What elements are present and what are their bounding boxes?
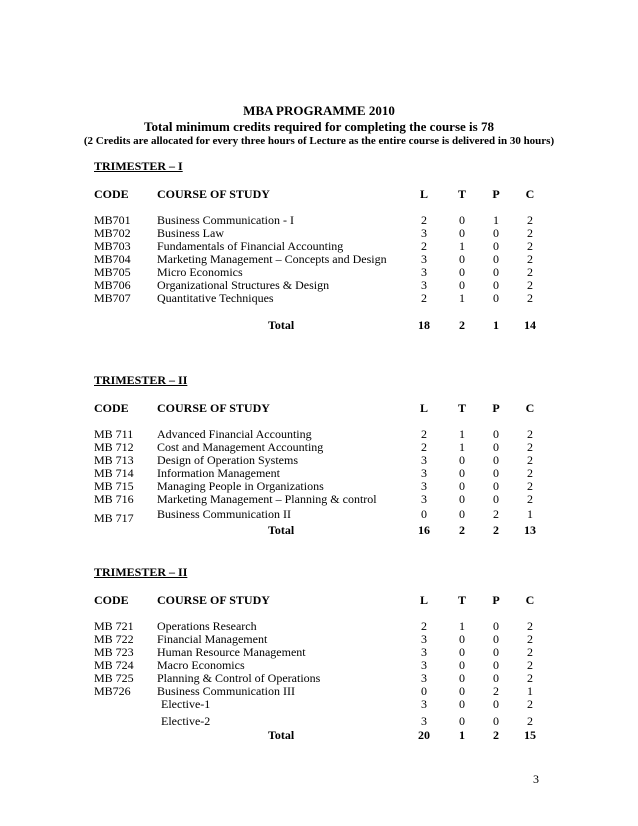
column-header-c: C	[525, 593, 535, 607]
credit-p: 0	[493, 671, 499, 685]
credit-p: 0	[493, 239, 499, 253]
trimester-heading: TRIMESTER – I	[94, 159, 183, 173]
credit-c: 2	[527, 226, 533, 240]
course-code: MB707	[94, 291, 131, 305]
course-name: Quantitative Techniques	[157, 291, 274, 305]
total-t: 2	[459, 523, 465, 537]
credit-t: 0	[459, 658, 465, 672]
course-name: Business Communication II	[157, 507, 291, 521]
credit-note: (2 Credits are allocated for every three hours of Lecture as the entire course is delivered in 30 hours)	[83, 135, 555, 147]
trimester-heading: TRIMESTER – II	[94, 373, 188, 387]
column-header-p: P	[492, 593, 500, 607]
credit-p: 0	[493, 714, 499, 728]
course-code: MB706	[94, 278, 131, 292]
credit-l: 2	[421, 291, 427, 305]
credit-c: 1	[527, 684, 533, 698]
credit-c: 2	[527, 714, 533, 728]
total-t: 2	[459, 318, 465, 332]
credit-t: 0	[459, 278, 465, 292]
course-code: MB726	[94, 684, 131, 698]
credit-p: 2	[493, 507, 499, 521]
course-code: MB 723	[94, 645, 134, 659]
total-label: Total	[268, 523, 295, 537]
total-c: 13	[524, 523, 536, 537]
course-name: Marketing Management – Planning & control	[157, 492, 377, 506]
credit-l: 3	[421, 714, 427, 728]
column-header-l: L	[419, 593, 428, 607]
credit-c: 2	[527, 213, 533, 227]
column-header-l: L	[419, 401, 428, 415]
credit-t: 0	[459, 632, 465, 646]
credit-c: 2	[527, 492, 533, 506]
credit-l: 0	[421, 507, 427, 521]
credit-c: 2	[527, 239, 533, 253]
credit-p: 0	[493, 252, 499, 266]
credit-l: 2	[421, 239, 427, 253]
credit-t: 0	[459, 507, 465, 521]
credit-p: 0	[493, 226, 499, 240]
credit-p: 0	[493, 278, 499, 292]
credit-l: 3	[421, 278, 427, 292]
credit-t: 0	[459, 492, 465, 506]
column-header-course: COURSE OF STUDY	[157, 401, 270, 415]
credit-p: 0	[493, 619, 499, 633]
credit-l: 3	[421, 265, 427, 279]
credit-t: 0	[459, 265, 465, 279]
course-name: Advanced Financial Accounting	[157, 427, 312, 441]
course-name: Cost and Management Accounting	[157, 440, 324, 454]
column-header-t: T	[457, 187, 466, 201]
credit-l: 3	[421, 632, 427, 646]
credit-t: 0	[459, 671, 465, 685]
credit-l: 3	[421, 645, 427, 659]
course-name: Design of Operation Systems	[157, 453, 298, 467]
credit-p: 0	[493, 440, 499, 454]
course-code: MB704	[94, 252, 131, 266]
credit-t: 1	[459, 619, 465, 633]
credit-t: 1	[459, 291, 465, 305]
total-label: Total	[268, 728, 295, 742]
credit-p: 0	[493, 291, 499, 305]
course-name: Fundamentals of Financial Accounting	[157, 239, 344, 253]
credit-t: 0	[459, 213, 465, 227]
credit-p: 0	[493, 492, 499, 506]
course-code: MB 717	[94, 511, 134, 525]
total-p: 1	[493, 318, 499, 332]
credit-c: 2	[527, 645, 533, 659]
credit-c: 2	[527, 278, 533, 292]
page-subtitle: Total minimum credits required for completing the course is 78	[144, 119, 494, 134]
credit-p: 0	[493, 453, 499, 467]
credit-l: 2	[421, 427, 427, 441]
credit-c: 2	[527, 632, 533, 646]
page-number: 3	[533, 772, 539, 786]
credit-t: 0	[459, 252, 465, 266]
column-header-t: T	[457, 593, 466, 607]
credit-l: 3	[421, 252, 427, 266]
credit-t: 0	[459, 453, 465, 467]
course-name: Planning & Control of Operations	[157, 671, 321, 685]
column-header-code: CODE	[94, 187, 129, 201]
credit-p: 2	[493, 684, 499, 698]
credit-c: 2	[527, 697, 533, 711]
credit-t: 0	[459, 714, 465, 728]
credit-c: 2	[527, 427, 533, 441]
course-name: Business Communication - I	[157, 213, 294, 227]
credit-t: 0	[459, 697, 465, 711]
course-name: Information Management	[157, 466, 280, 480]
total-t: 1	[459, 728, 465, 742]
course-name: Financial Management	[157, 632, 268, 646]
credit-c: 2	[527, 619, 533, 633]
total-label: Total	[268, 318, 295, 332]
course-name: Marketing Management – Concepts and Design	[157, 252, 387, 266]
credit-l: 3	[421, 466, 427, 480]
credit-t: 0	[459, 466, 465, 480]
total-c: 14	[524, 318, 536, 332]
course-name: Business Communication III	[157, 684, 295, 698]
credit-p: 0	[493, 658, 499, 672]
column-header-p: P	[492, 187, 500, 201]
total-p: 2	[493, 523, 499, 537]
credit-l: 2	[421, 440, 427, 454]
column-header-course: COURSE OF STUDY	[157, 187, 270, 201]
course-code: MB703	[94, 239, 131, 253]
course-code: MB 725	[94, 671, 134, 685]
course-code: MB 721	[94, 619, 134, 633]
credit-p: 1	[493, 213, 499, 227]
credit-l: 3	[421, 658, 427, 672]
credit-l: 3	[421, 671, 427, 685]
credit-l: 3	[421, 226, 427, 240]
column-header-t: T	[457, 401, 466, 415]
course-code: MB 722	[94, 632, 134, 646]
credit-t: 0	[459, 479, 465, 493]
credit-l: 2	[421, 213, 427, 227]
credit-l: 3	[421, 697, 427, 711]
credit-c: 2	[527, 291, 533, 305]
course-code: MB 712	[94, 440, 134, 454]
credit-p: 0	[493, 697, 499, 711]
credit-p: 0	[493, 645, 499, 659]
course-name: Macro Economics	[157, 658, 245, 672]
total-l: 16	[418, 523, 430, 537]
credit-t: 1	[459, 427, 465, 441]
credit-p: 0	[493, 466, 499, 480]
credit-t: 1	[459, 239, 465, 253]
course-code: MB 716	[94, 492, 134, 506]
credit-l: 2	[421, 619, 427, 633]
column-header-code: CODE	[94, 593, 129, 607]
course-name: Elective-2	[161, 714, 211, 728]
total-c: 15	[524, 728, 536, 742]
credit-c: 2	[527, 265, 533, 279]
credit-t: 0	[459, 226, 465, 240]
credit-p: 0	[493, 427, 499, 441]
total-l: 20	[418, 728, 430, 742]
course-code: MB 715	[94, 479, 134, 493]
credit-p: 0	[493, 265, 499, 279]
credit-p: 0	[493, 479, 499, 493]
course-name: Micro Economics	[157, 265, 243, 279]
credit-c: 2	[527, 466, 533, 480]
course-code: MB705	[94, 265, 131, 279]
total-p: 2	[493, 728, 499, 742]
column-header-c: C	[525, 187, 535, 201]
column-header-c: C	[525, 401, 535, 415]
course-code: MB 724	[94, 658, 134, 672]
course-name: Human Resource Management	[157, 645, 306, 659]
course-code: MB701	[94, 213, 131, 227]
course-code: MB 713	[94, 453, 134, 467]
trimester-heading: TRIMESTER – II	[94, 565, 188, 579]
column-header-l: L	[419, 187, 428, 201]
column-header-course: COURSE OF STUDY	[157, 593, 270, 607]
credit-c: 2	[527, 658, 533, 672]
credit-l: 3	[421, 479, 427, 493]
credit-l: 3	[421, 453, 427, 467]
course-name: Business Law	[157, 226, 224, 240]
credit-l: 0	[421, 684, 427, 698]
credit-c: 1	[527, 507, 533, 521]
credit-c: 2	[527, 453, 533, 467]
course-code: MB 711	[94, 427, 134, 441]
credit-t: 1	[459, 440, 465, 454]
credit-t: 0	[459, 645, 465, 659]
course-name: Organizational Structures & Design	[157, 278, 330, 292]
credit-p: 0	[493, 632, 499, 646]
column-header-p: P	[492, 401, 500, 415]
credit-c: 2	[527, 671, 533, 685]
course-name: Managing People in Organizations	[157, 479, 324, 493]
course-code: MB702	[94, 226, 131, 240]
total-l: 18	[418, 318, 430, 332]
credit-l: 3	[421, 492, 427, 506]
credit-c: 2	[527, 440, 533, 454]
column-header-code: CODE	[94, 401, 129, 415]
course-name: Operations Research	[157, 619, 257, 633]
course-code: MB 714	[94, 466, 134, 480]
course-name: Elective-1	[161, 697, 211, 711]
page-title: MBA PROGRAMME 2010	[243, 103, 395, 118]
credit-c: 2	[527, 252, 533, 266]
credit-t: 0	[459, 684, 465, 698]
credit-c: 2	[527, 479, 533, 493]
